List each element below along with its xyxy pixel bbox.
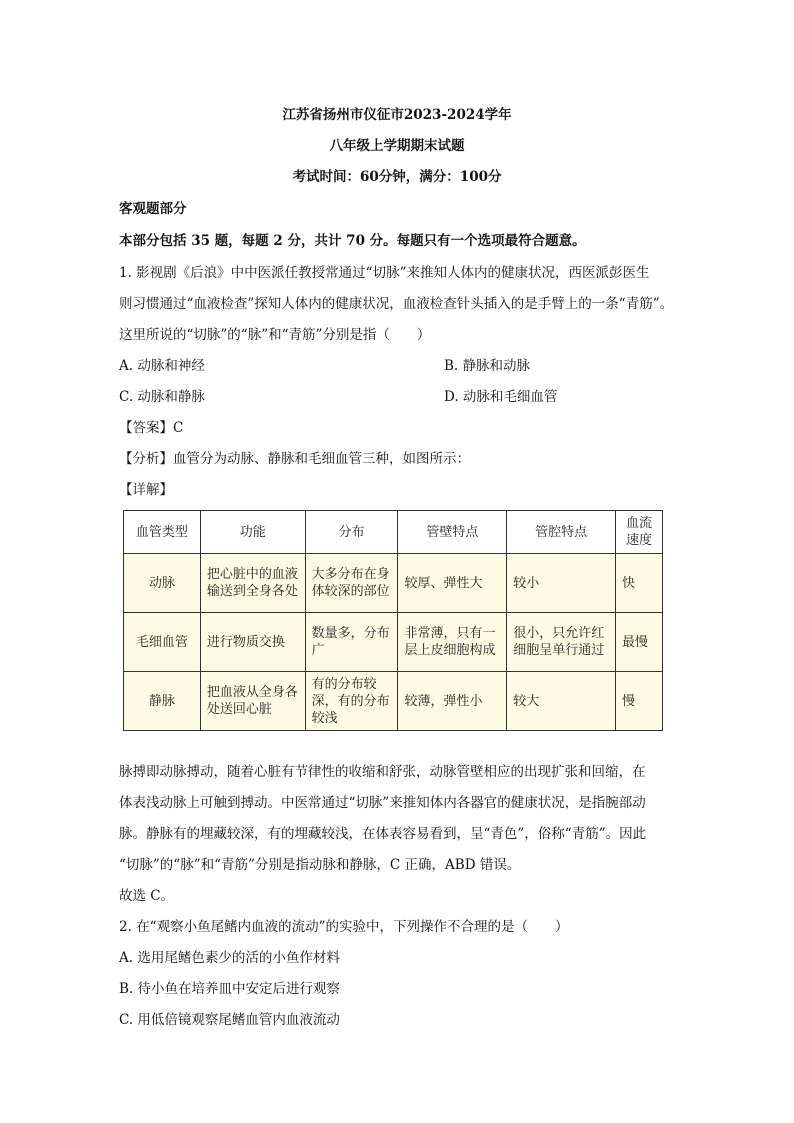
exam-title: 江苏省扬州市仪征市2023-2024学年 <box>282 107 512 123</box>
explanation-line-1: 脉搏即动脉搏动，随着心脏有节律性的收缩和舒张，动脉管壁相应的出现扩张和回缩，在 <box>119 764 646 780</box>
q2-stem: 2. 在“观察小鱼尾鳍内血液的流动”的实验中，下列操作不合理的是（ ） <box>119 919 569 935</box>
section-intro: 本部分包括 35 题，每题 2 分，共计 70 分。每题只有一个选项最符合题意。 <box>119 233 586 249</box>
q1-option-c: C. 动脉和静脉 <box>119 389 205 405</box>
q1-analysis: 【分析】血管分为动脉、静脉和毛细血管三种，如图所示： <box>119 451 470 467</box>
q1-answer: 【答案】C <box>119 420 184 436</box>
q1-option-d: D. 动脉和毛细血管 <box>444 389 558 405</box>
table-cell: 毛细血管 <box>124 613 201 672</box>
table-row <box>124 672 663 731</box>
exam-time-info: 考试时间：60分钟，满分：100分 <box>292 169 502 185</box>
table-row <box>124 554 663 613</box>
exam-subtitle: 八年级上学期期末试题 <box>329 138 465 154</box>
table-cell: 把心脏中的血液输送到全身各处 <box>200 554 305 613</box>
table-header-row <box>124 511 663 554</box>
explanation-conclusion: 故选 C。 <box>119 888 175 904</box>
table-header-cell: 血管类型 <box>124 511 201 554</box>
q2-option-b: B. 待小鱼在培养皿中安定后进行观察 <box>119 981 341 997</box>
table-cell: 动脉 <box>124 554 201 613</box>
explanation-line-2: 体表浅动脉上可触到搏动。中医常通过“切脉”来推知体内各器官的健康状况，是指腕部动 <box>119 795 646 811</box>
q1-option-a: A. 动脉和神经 <box>119 358 205 374</box>
table-cell: 较厚、弹性大 <box>398 554 507 613</box>
q1-detail-label: 【详解】 <box>119 482 173 498</box>
table-cell: 最慢 <box>616 613 663 672</box>
table-cell: 大多分布在身体较深的部位 <box>305 554 398 613</box>
table-cell: 快 <box>616 554 663 613</box>
q2-option-c: C. 用低倍镜观察尾鳍血管内血液流动 <box>119 1012 340 1028</box>
q1-option-b: B. 静脉和动脉 <box>444 358 531 374</box>
table-cell: 非常薄，只有一层上皮细胞构成 <box>398 613 507 672</box>
table-header-cell: 管腔特点 <box>507 511 616 554</box>
blood-vessel-table <box>123 510 663 731</box>
table-header-cell: 血流速度 <box>616 511 663 554</box>
q1-stem-line-3: 这里所说的“切脉”的“脉”和“青筋”分别是指（ ） <box>119 327 431 343</box>
table-cell: 数量多，分布广 <box>305 613 398 672</box>
table-cell: 较大 <box>507 672 616 731</box>
table-cell: 很小，只允许红细胞呈单行通过 <box>507 613 616 672</box>
table-cell: 进行物质交换 <box>200 613 305 672</box>
table-cell: 静脉 <box>124 672 201 731</box>
q1-stem-line-2: 则习惯通过“血液检查”探知人体内的健康状况，血液检查针头插入的是手臂上的一条“青筋”。 <box>119 296 674 312</box>
table-cell: 有的分布较深，有的分布较浅 <box>305 672 398 731</box>
table-cell: 较薄，弹性小 <box>398 672 507 731</box>
table-row <box>124 613 663 672</box>
q1-stem-line-1: 1. 影视剧《后浪》中中医派任教授常通过“切脉”来推知人体内的健康状况，西医派彭医生 <box>119 265 650 281</box>
explanation-line-4: “切脉”的“脉”和“青筋”分别是指动脉和静脉，C 正确，ABD 错误。 <box>119 857 521 873</box>
table-cell: 慢 <box>616 672 663 731</box>
table-cell: 较小 <box>507 554 616 613</box>
section-name: 客观题部分 <box>119 201 187 217</box>
q2-option-a: A. 选用尾鳍色素少的活的小鱼作材料 <box>119 950 340 966</box>
table-cell: 把血液从全身各处送回心脏 <box>200 672 305 731</box>
table-header-cell: 功能 <box>200 511 305 554</box>
table-header-cell: 分布 <box>305 511 398 554</box>
table-header-cell: 管壁特点 <box>398 511 507 554</box>
explanation-line-3: 脉。静脉有的埋藏较深，有的埋藏较浅，在体表容易看到，呈“青色”，俗称“青筋”。因此 <box>119 826 647 842</box>
